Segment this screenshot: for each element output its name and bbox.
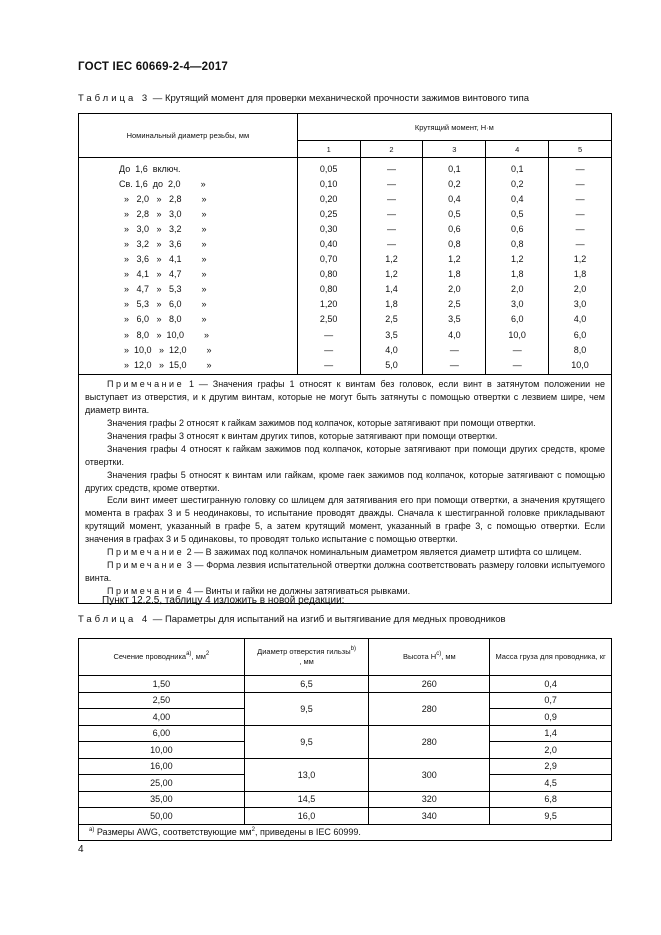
table3-caption-label: Таблица 3 [78, 93, 151, 104]
torque-value: 0,20 [297, 191, 360, 206]
torque-value: 0,4 [423, 191, 486, 206]
table3-caption-text: — Крутящий момент для проверки механической прочности зажимов винтового типа [150, 93, 530, 104]
torque-value: 1,2 [360, 252, 423, 267]
torque-value: 10,0 [549, 357, 612, 375]
torque-value: 6,0 [549, 327, 612, 342]
torque-value: 2,5 [360, 312, 423, 327]
torque-value: — [423, 342, 486, 357]
diameter-range: » 6,0 » 8,0 » [79, 312, 298, 327]
conductor-section: 35,00 [79, 791, 245, 808]
sleeve-diameter: 16,0 [244, 808, 369, 825]
col-header-torque: Крутящий момент, Н·м [297, 114, 611, 141]
table-row [79, 191, 612, 206]
height-value: 260 [369, 676, 490, 693]
table-row [79, 176, 612, 191]
col-header-sleeve-diameter: Диаметр отверстия гильзы$^{b)}$ , мм [244, 639, 369, 676]
torque-value: — [486, 357, 549, 375]
sleeve-diameter: 9,5 [244, 692, 369, 725]
torque-value: — [360, 191, 423, 206]
sleeve-diameter: 13,0 [244, 758, 369, 791]
torque-value: 5,0 [360, 357, 423, 375]
torque-value: 4,0 [549, 312, 612, 327]
col-header-section: Сечение проводника$^{а)}$, $мм^2$ [79, 639, 245, 676]
torque-value: — [549, 176, 612, 191]
torque-value: — [360, 221, 423, 236]
diameter-range: » 10,0 » 12,0 » [79, 342, 298, 357]
torque-value: 0,2 [423, 176, 486, 191]
torque-value: 2,0 [423, 282, 486, 297]
sleeve-diameter: 14,5 [244, 791, 369, 808]
torque-value: 1,8 [549, 267, 612, 282]
col-number: 5 [549, 141, 612, 158]
note-4: Примечание 4 — Винты и гайки не должны затягиваться рывками. [107, 585, 411, 596]
note-paragraph: Значения графы 2 относят к гайкам зажимов под колпачок, которые затягивают при помощи отвертки. [107, 418, 536, 429]
conductor-test-table [78, 638, 612, 841]
conductor-section: 50,00 [79, 808, 245, 825]
torque-value: — [549, 158, 612, 177]
table-row [79, 158, 612, 177]
height-value: 300 [369, 758, 490, 791]
torque-value: — [549, 221, 612, 236]
table4-caption: Таблица 4 — Параметры для испытаний на изгиб и вытягивание для медных проводников [78, 614, 506, 625]
diameter-range: » 3,2 » 3,6 » [79, 236, 298, 251]
sleeve-diameter: 6,5 [244, 676, 369, 693]
mass-value: 4,5 [490, 775, 612, 792]
col-header-height: Высота $H^{c)}$, мм [369, 639, 490, 676]
torque-value: 1,2 [486, 252, 549, 267]
torque-table-body [79, 158, 612, 375]
mass-value: 6,8 [490, 791, 612, 808]
diameter-range: » 4,1 » 4,7 » [79, 267, 298, 282]
conductor-section: 16,00 [79, 758, 245, 775]
note-paragraph: Значения графы 5 относят к винтам или гайкам, кроме гаек зажимов под колпачок, которые затягивают с помощью других средств, кроме отвертки. [85, 469, 605, 493]
col-header-diameter: Номинальный диаметр резьбы, мм [79, 114, 298, 158]
mass-value: 2,0 [490, 742, 612, 759]
torque-value: 0,80 [297, 282, 360, 297]
torque-value: 2,50 [297, 312, 360, 327]
torque-value: 2,0 [486, 282, 549, 297]
diameter-range: » 4,7 » 5,3 » [79, 282, 298, 297]
torque-value: 0,6 [486, 221, 549, 236]
torque-value: 0,2 [486, 176, 549, 191]
torque-value: — [486, 342, 549, 357]
torque-value: — [297, 357, 360, 375]
mass-value: 0,9 [490, 709, 612, 726]
table-row [79, 808, 612, 825]
table-row [79, 676, 612, 693]
mass-value: 0,7 [490, 692, 612, 709]
torque-value: — [423, 357, 486, 375]
table-row [79, 327, 612, 342]
note-paragraph: Значения графы 4 относят к гайкам зажимов под колпачок, которые затягивают при помощи других средств, кроме отвертки. [85, 443, 605, 467]
height-value: 280 [369, 692, 490, 725]
table-row [79, 312, 612, 327]
table-row [79, 267, 612, 282]
table-row [79, 236, 612, 251]
torque-value: 1,2 [423, 252, 486, 267]
torque-table [78, 113, 612, 604]
torque-value: 6,0 [486, 312, 549, 327]
height-value: 280 [369, 725, 490, 758]
diameter-range: » 2,0 » 2,8 » [79, 191, 298, 206]
diameter-range: » 8,0 » 10,0 » [79, 327, 298, 342]
torque-value: — [297, 327, 360, 342]
diameter-range: » 3,0 » 3,2 » [79, 221, 298, 236]
conductor-section: 2,50 [79, 692, 245, 709]
height-value: 340 [369, 808, 490, 825]
torque-value: 2,0 [549, 282, 612, 297]
torque-value: 1,2 [360, 267, 423, 282]
table3-caption [78, 93, 529, 104]
torque-value: — [360, 176, 423, 191]
table4-footnote: $^{а)}$ Размеры AWG, соответствующие $мм^2$, приведены в IEC 60999. [79, 824, 612, 840]
table3-notes [79, 375, 612, 603]
table-row [79, 692, 612, 709]
table-row [79, 206, 612, 221]
torque-value: 3,0 [549, 297, 612, 312]
mass-value: 9,5 [490, 808, 612, 825]
col-number: 2 [360, 141, 423, 158]
diameter-range: » 3,6 » 4,1 » [79, 252, 298, 267]
torque-value: 0,05 [297, 158, 360, 177]
col-header-mass: Масса груза для проводника, кг [490, 639, 612, 676]
torque-value: 0,8 [486, 236, 549, 251]
diameter-range: » 5,3 » 6,0 » [79, 297, 298, 312]
conductor-section: 4,00 [79, 709, 245, 726]
table-row [79, 758, 612, 775]
col-number: 1 [297, 141, 360, 158]
torque-value: 0,5 [486, 206, 549, 221]
note-paragraph: Значения графы 3 относят к винтам других типов, которые затягивают при помощи отвертки. [107, 430, 498, 441]
table-row [79, 342, 612, 357]
diameter-range: » 2,8 » 3,0 » [79, 206, 298, 221]
note-3: Примечание 3 — Форма лезвия испытательной отвертки должна соответствовать размеру головки испытуемого винта. [85, 560, 605, 583]
torque-value: 1,4 [360, 282, 423, 297]
torque-value: 0,1 [486, 158, 549, 177]
torque-value: 2,5 [423, 297, 486, 312]
torque-value: 0,70 [297, 252, 360, 267]
conductor-section: 25,00 [79, 775, 245, 792]
torque-value: 0,6 [423, 221, 486, 236]
torque-value: 1,8 [360, 297, 423, 312]
torque-value: 0,80 [297, 267, 360, 282]
torque-value: 3,0 [486, 297, 549, 312]
conductor-section: 10,00 [79, 742, 245, 759]
mass-value: 1,4 [490, 725, 612, 742]
torque-value: — [549, 206, 612, 221]
note-2: Примечание 2 — В зажимах под колпачок номинальным диаметром является диаметр штифта со шлицем. [107, 547, 582, 558]
diameter-range: До 1,6 включ. [79, 158, 298, 177]
torque-value: 0,1 [423, 158, 486, 177]
torque-value: 0,10 [297, 176, 360, 191]
torque-value: — [297, 342, 360, 357]
torque-value: 0,25 [297, 206, 360, 221]
torque-value: 1,8 [423, 267, 486, 282]
col-number: 3 [423, 141, 486, 158]
height-value: 320 [369, 791, 490, 808]
torque-value: 0,30 [297, 221, 360, 236]
torque-value: — [360, 206, 423, 221]
diameter-range: » 12,0 » 15,0 » [79, 357, 298, 375]
torque-value: 0,40 [297, 236, 360, 251]
amendment-paragraph: Пункт 12.2.5, таблицу 4 изложить в новой редакции: [102, 595, 345, 606]
torque-value: — [549, 191, 612, 206]
torque-value: 1,8 [486, 267, 549, 282]
note-paragraph: Если винт имеет шестигранную головку со шлицем для затягивания его при помощи отвертки, а значения крутящего момента в графах 3 и 5 неодинаковы, то испытание проводят дважды. Сначала к шестигранной головке прикладывают крутящий момент, указанный в графе 5, а затем крутящий момент, указанный в графе 3, с помощью отвертки. Если значения в графах 3 и 5 одинаковы, то проводят только испытание с помощью отвертки. [85, 495, 605, 545]
torque-value: 4,0 [423, 327, 486, 342]
page-number: 4 [78, 844, 84, 855]
torque-value: 0,4 [486, 191, 549, 206]
mass-value: 2,9 [490, 758, 612, 775]
table-row [79, 282, 612, 297]
sleeve-diameter: 9,5 [244, 725, 369, 758]
torque-value: — [360, 158, 423, 177]
table-row [79, 725, 612, 742]
table-row [79, 252, 612, 267]
table-row [79, 297, 612, 312]
torque-value: 8,0 [549, 342, 612, 357]
torque-value: 10,0 [486, 327, 549, 342]
table-row [79, 791, 612, 808]
col-number: 4 [486, 141, 549, 158]
torque-value: 4,0 [360, 342, 423, 357]
torque-value: 0,5 [423, 206, 486, 221]
torque-value: 3,5 [360, 327, 423, 342]
torque-value: — [549, 236, 612, 251]
footnote-row [79, 824, 612, 840]
torque-value: 1,2 [549, 252, 612, 267]
table-row [79, 357, 612, 375]
torque-value: 3,5 [423, 312, 486, 327]
torque-value: 0,8 [423, 236, 486, 251]
diameter-range: Св. 1,6 до 2,0 » [79, 176, 298, 191]
torque-value: — [360, 236, 423, 251]
mass-value: 0,4 [490, 676, 612, 693]
conductor-section: 6,00 [79, 725, 245, 742]
table-row [79, 221, 612, 236]
torque-value: 1,20 [297, 297, 360, 312]
conductor-section: 1,50 [79, 676, 245, 693]
note-1: Примечание 1 — Значения графы 1 относят к винтам без головок, если винт в затянутом положении не выступает из отверстия, и к другим винтам, которые не могут быть затянуты с помощью отвертки с лезвием шире, чем диаметр винта. [85, 379, 605, 416]
document-title: ГОСТ IEC 60669-2-4—2017 [78, 61, 229, 73]
